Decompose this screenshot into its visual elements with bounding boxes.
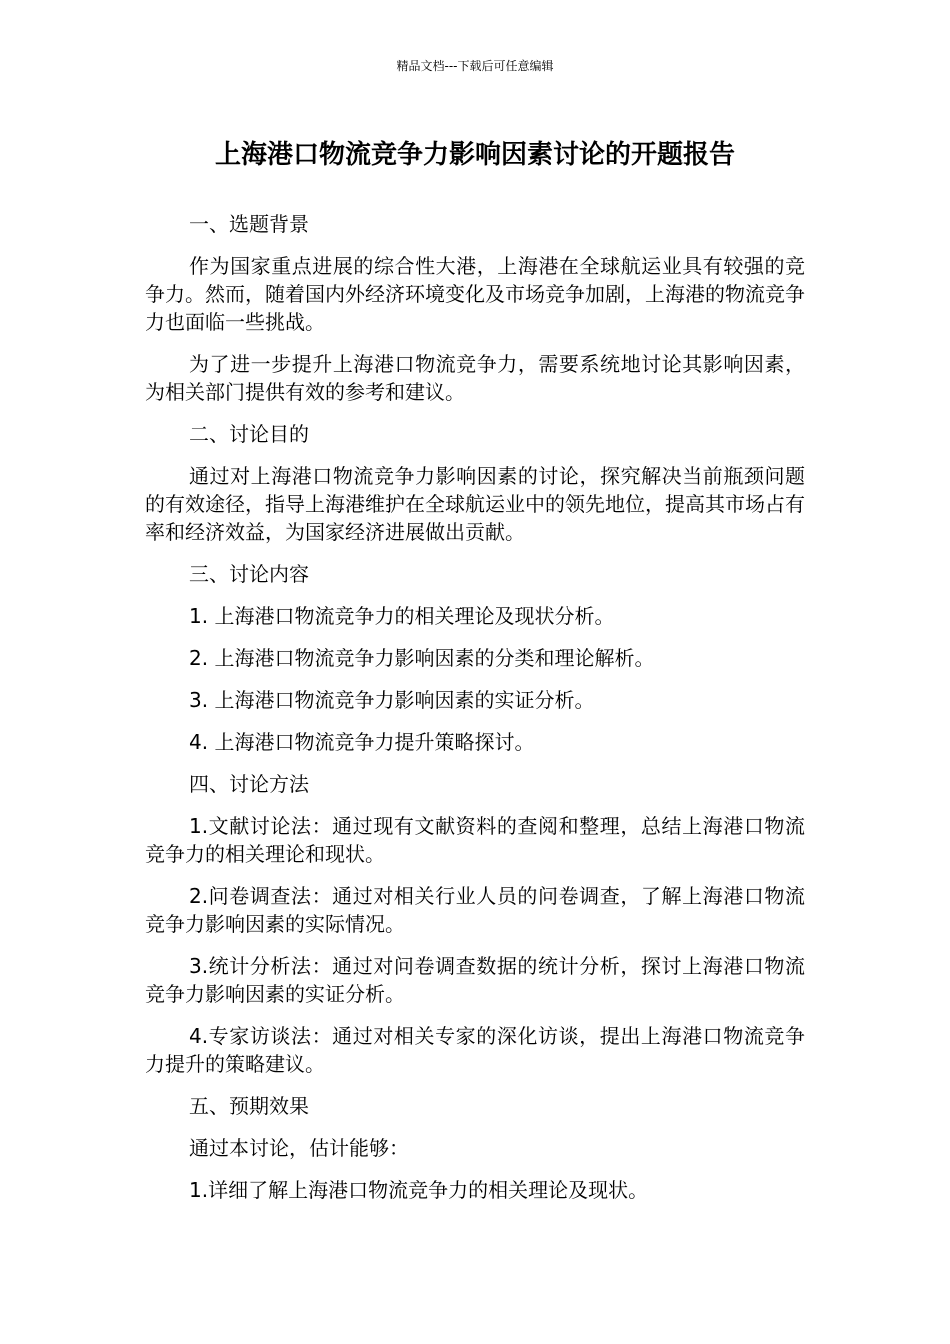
method-item-2: 2.问卷调查法：通过对相关行业人员的问卷调查，了解上海港口物流竞争力影响因素的实际情况。 — [145, 884, 805, 936]
section-heading-background: 一、选题背景 — [189, 212, 309, 236]
expected-item-1: 1.详细了解上海港口物流竞争力的相关理论及现状。 — [189, 1178, 649, 1202]
content-item-2: 2. 上海港口物流竞争力影响因素的分类和理论解析。 — [189, 646, 655, 670]
content-item-1: 1. 上海港口物流竞争力的相关理论及现状分析。 — [189, 604, 615, 628]
method-item-1: 1.文献讨论法：通过现有文献资料的查阅和整理，总结上海港口物流竞争力的相关理论和现状。 — [145, 814, 805, 866]
method-item-3: 3.统计分析法：通过对问卷调查数据的统计分析，探讨上海港口物流竞争力影响因素的实证分析。 — [145, 954, 805, 1006]
paragraph-expected-intro: 通过本讨论，估计能够： — [189, 1136, 409, 1160]
section-heading-expected: 五、预期效果 — [189, 1094, 309, 1118]
section-heading-content: 三、讨论内容 — [189, 562, 309, 586]
paragraph-background-1: 作为国家重点进展的综合性大港，上海港在全球航运业具有较强的竞争力。然而，随着国内外经济环境变化及市场竞争加剧，上海港的物流竞争力也面临一些挑战。 — [145, 254, 805, 334]
page-header: 精品文档---下载后可任意编辑 — [396, 59, 554, 73]
document-body — [145, 210, 805, 1218]
document-title: 上海港口物流竞争力影响因素讨论的开题报告 — [214, 140, 735, 170]
method-item-4: 4.专家访谈法：通过对相关专家的深化访谈，提出上海港口物流竞争力提升的策略建议。 — [145, 1024, 805, 1076]
paragraph-purpose: 通过对上海港口物流竞争力影响因素的讨论，探究解决当前瓶颈问题的有效途径，指导上海港维护在全球航运业中的领先地位，提高其市场占有率和经济效益，为国家经济进展做出贡献。 — [145, 464, 805, 544]
section-heading-methods: 四、讨论方法 — [189, 772, 309, 796]
paragraph-background-2: 为了进一步提升上海港口物流竞争力，需要系统地讨论其影响因素，为相关部门提供有效的参考和建议。 — [145, 352, 805, 404]
content-item-3: 3. 上海港口物流竞争力影响因素的实证分析。 — [189, 688, 595, 712]
section-heading-purpose: 二、讨论目的 — [189, 422, 309, 446]
content-item-4: 4. 上海港口物流竞争力提升策略探讨。 — [189, 730, 535, 754]
